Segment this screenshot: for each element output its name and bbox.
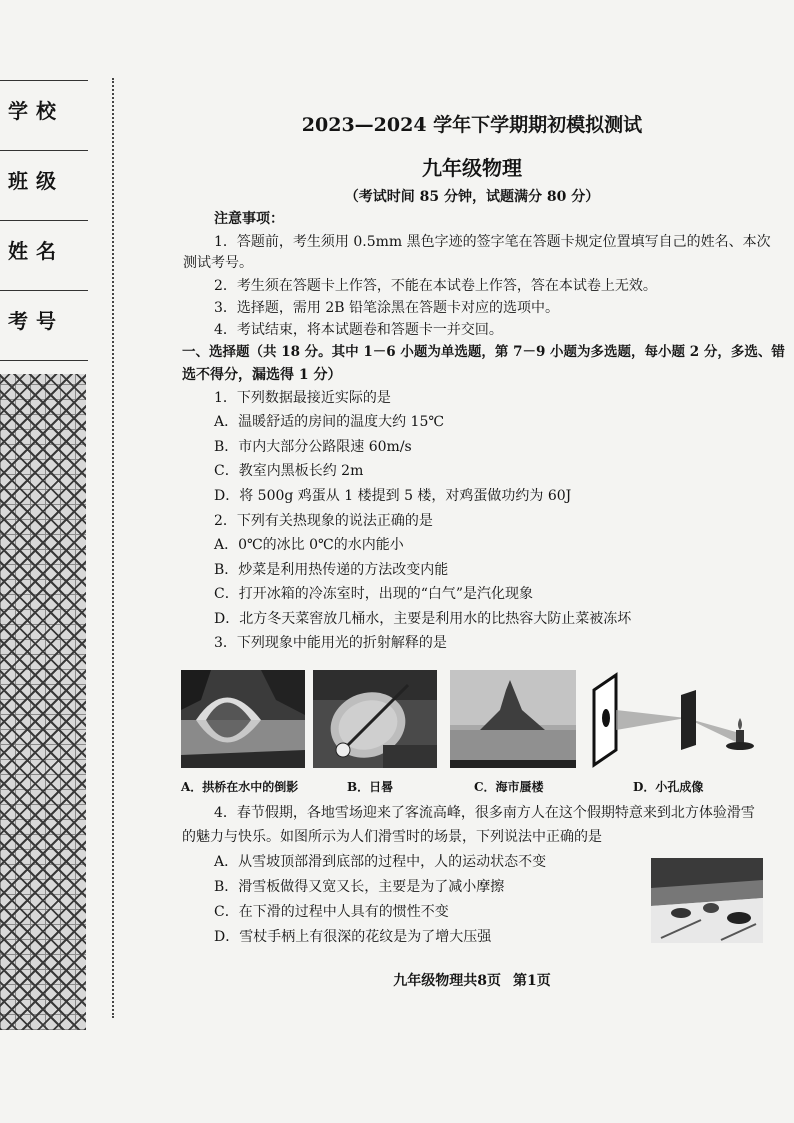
q3-caption-a: A．拱桥在水中的倒影 [181,780,299,794]
note-item: 4．考试结束，将本试题卷和答题卡一并交回。 [214,322,503,338]
school-field [0,81,88,151]
q2-option-a: A．0℃的冰比 0℃的水内能小 [214,537,404,553]
q1-option-d: D．将 500g 鸡蛋从 1 楼提到 5 楼，对鸡蛋做功约为 60J [214,488,572,504]
question-1-stem: 1．下列数据最接近实际的是 [214,390,391,406]
question-4-stem-cont: 的魅力与快乐。如图所示为人们滑雪时的场景，下列说法中正确的是 [182,829,602,845]
q1-option-b: B．市内大部分公路限速 60m/s [214,439,412,455]
class-field [0,151,88,221]
exam-title: 2023—2024 学年下学期期初模拟测试 [301,114,643,136]
student-info-box [0,80,88,357]
q2-option-c: C．打开冰箱的冷冻室时，出现的“白气”是汽化现象 [214,586,534,602]
q4-option-a: A．从雪坡顶部滑到底部的过程中，人的运动状态不变 [214,854,547,870]
q3-caption-b: B．日晷 [347,780,394,794]
q2-option-b: B．炒菜是利用热传递的方法改变内能 [214,562,449,578]
q1-option-a: A．温暖舒适的房间的温度大约 15℃ [214,414,445,430]
question-4-stem: 4．春节假期，各地雪场迎来了客流高峰，很多南方人在这个假期特意来到北方体验滑雪 [214,805,755,821]
note-item: 1．答题前，考生须用 0.5mm 黑色字迹的签字笔在答题卡规定位置填写自己的姓名、本次 [214,234,771,250]
name-field [0,221,88,291]
binding-cut-line [112,78,114,1018]
exam-number-label: 考号 [8,309,64,333]
section-heading: 一、选择题（共 18 分。其中 1－6 小题为单选题，第 7－9 小题为多选题，每小题 2 分，多选、错 [182,344,785,360]
section-heading-cont: 选不得分，漏选得 1 分） [182,367,342,383]
school-label: 学校 [8,99,64,123]
name-label: 姓名 [8,239,64,263]
skiing-image [651,858,763,943]
security-pattern [0,374,86,1030]
question-2-stem: 2．下列有关热现象的说法正确的是 [214,513,433,529]
notes-heading: 注意事项： [214,211,284,227]
exam-info: （考试时间 85 分钟，试题满分 80 分） [344,189,600,205]
exam-number-field [0,291,88,361]
mirage-image [450,670,576,768]
q2-option-d: D．北方冬天菜窖放几桶水，主要是利用水的比热容大防止菜被冻坏 [214,611,632,627]
page-footer [150,970,794,990]
footer-page-number: 第1页 [513,973,551,989]
footer-total-pages: 九年级物理共8页 [393,973,501,989]
q3-caption-d: D．小孔成像 [633,780,704,794]
q4-option-c: C．在下滑的过程中人具有的惯性不变 [214,904,449,920]
note-item: 测试考号。 [183,255,253,271]
bridge-reflection-image [181,670,305,768]
question-3-stem: 3．下列现象中能用光的折射解释的是 [214,635,447,651]
note-item: 3．选择题，需用 2B 铅笔涂黑在答题卡对应的选项中。 [214,300,560,316]
q4-option-d: D．雪杖手柄上有很深的花纹是为了增大压强 [214,929,492,945]
subject-title: 九年级物理 [422,156,522,180]
q3-caption-c: C．海市蜃楼 [474,780,544,794]
q1-option-c: C．教室内黑板长约 2m [214,463,364,479]
q4-option-b: B．滑雪板做得又宽又长，主要是为了减小摩擦 [214,879,505,895]
note-item: 2．考生须在答题卡上作答，不能在本试卷上作答，答在本试卷上无效。 [214,278,657,294]
pinhole-image [586,670,766,768]
class-label: 班级 [8,169,64,193]
sundial-image [313,670,437,768]
